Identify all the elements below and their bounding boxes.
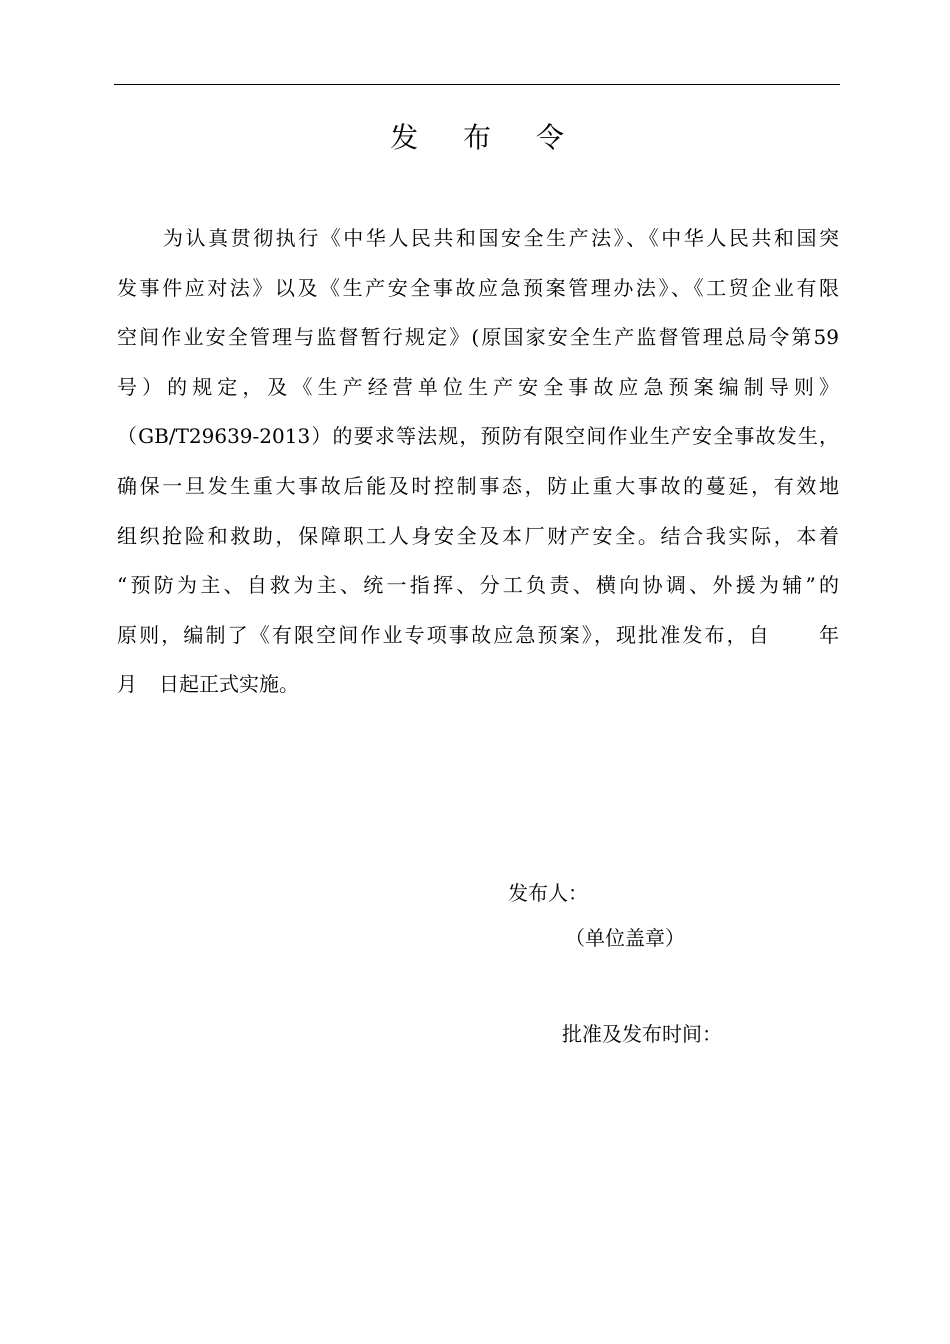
body-line-10-text: 日起正式实施。 [159, 672, 299, 697]
body-line-8: “预防为主、自救为主、统一指挥、分工负责、横向协调、外援为辅”的 [117, 573, 839, 598]
header-rule [114, 84, 840, 85]
body-line-9 [117, 611, 839, 661]
year-label: 年 [816, 622, 840, 647]
month-label: 月 [117, 672, 137, 697]
body-line-5: （GB/T29639-2013）的要求等法规，预防有限空间作业生产安全事故发生， [117, 424, 839, 449]
release-time-label: 批准及发布时间： [562, 1022, 722, 1046]
body-line-7: 组织抢险和救助，保障职工人身安全及本厂财产安全。结合我实际，本着 [117, 523, 839, 548]
body-line-6: 确保一旦发生重大事故后能及时控制事态，防止重大事故的蔓延，有效地 [117, 473, 839, 498]
document-body [117, 214, 839, 710]
seal-note: （单位盖章） [565, 926, 685, 950]
body-line-4: 号）的规定，及《生产经营单位生产安全事故应急预案编制导则》 [117, 374, 839, 399]
body-line-1: 为认真贯彻执行《中华人民共和国安全生产法》、《中华人民共和国突 [163, 226, 839, 250]
publisher-label: 发布人： [508, 881, 588, 905]
body-line-10 [117, 660, 839, 710]
document-title: 发 布 令 [390, 121, 582, 154]
body-line-2: 发事件应对法》以及《生产安全事故应急预案管理办法》、《工贸企业有限 [117, 275, 839, 300]
body-line-3: 空间作业安全管理与监督暂行规定》(原国家安全生产监督管理总局令第59 [117, 325, 839, 350]
body-line-9-text: 原则，编制了《有限空间作业专项事故应急预案》，现批准发布，自 [117, 622, 771, 647]
